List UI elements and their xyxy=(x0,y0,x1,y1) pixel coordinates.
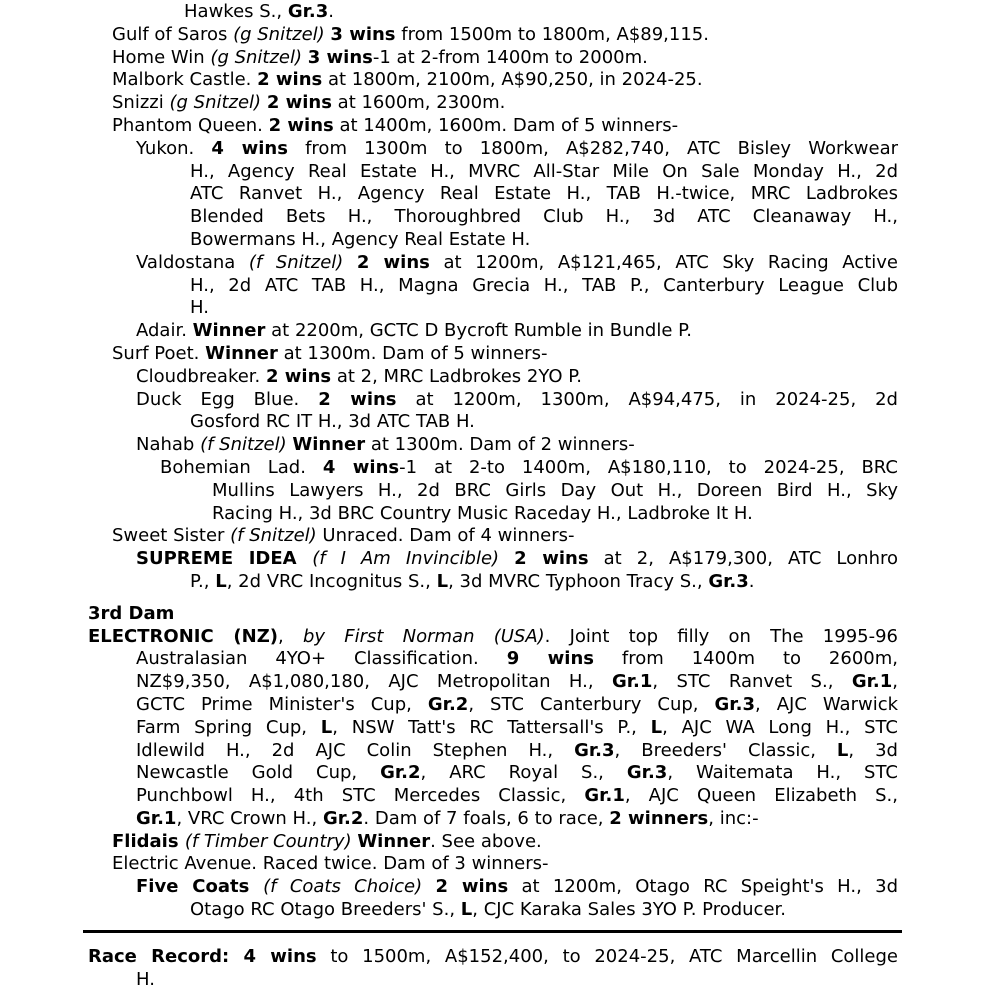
emphasis-text-run: (g Snitzel) xyxy=(210,46,308,68)
emphasis-text-run: L xyxy=(215,570,227,592)
emphasis-text-run: Gr.2 xyxy=(322,807,364,829)
text-run: . See above. xyxy=(430,830,542,852)
entry-home-win xyxy=(112,47,898,70)
text-run: P., xyxy=(190,570,216,592)
emphasis-text-run: 2 wins xyxy=(257,69,323,91)
entry-electronic-line-1 xyxy=(88,626,898,649)
entry-cloudbreaker xyxy=(136,366,898,389)
text-run: Adair. xyxy=(136,320,193,342)
text-run: Racing H., 3d BRC Country Music Raceday H., Ladbroke It H. xyxy=(212,502,753,524)
text-run: , AJC WA Long H., STC xyxy=(662,716,899,738)
emphasis-text-run: L xyxy=(650,716,663,738)
text-run: . Dam of 7 foals, 6 to race, xyxy=(363,807,610,829)
text-run: at 1300m. Dam of 2 winners- xyxy=(365,434,635,456)
entry-valdostana-line-2 xyxy=(190,275,898,298)
entry-duck-egg-blue-line-2 xyxy=(190,411,898,434)
emphasis-text-run: Gr.3 xyxy=(626,762,668,784)
text-run: Bohemian Lad. xyxy=(160,456,323,478)
heading-3rd-dam xyxy=(88,603,898,626)
text-run: , Breeders' Classic, xyxy=(614,739,837,761)
text-run: , CJC Karaka Sales 3YO P. Producer. xyxy=(472,899,786,921)
entry-bohemian-lad-line-3 xyxy=(212,503,898,526)
emphasis-text-run: 2 winners xyxy=(609,807,709,829)
text-run: , AJC Warwick xyxy=(754,693,899,715)
text-run: , STC Canterbury Cup, xyxy=(468,693,715,715)
emphasis-text-run: Winner xyxy=(357,830,431,852)
emphasis-text-run: L xyxy=(320,716,333,738)
text-run: H. xyxy=(190,297,209,319)
entry-electronic-line-3 xyxy=(136,671,898,694)
entry-five-coats-line-1 xyxy=(136,876,898,899)
section-divider-rule xyxy=(83,930,902,933)
emphasis-text-run: (f Snitzel) xyxy=(230,525,323,547)
text-run: , ARC Royal S., xyxy=(420,762,627,784)
entry-phantom-queen xyxy=(112,115,898,138)
emphasis-text-run: 4 wins xyxy=(322,456,400,478)
entry-snizzi xyxy=(112,92,898,115)
emphasis-text-run: Race Record: 4 wins xyxy=(88,945,317,967)
text-run: at 2200m, GCTC D Bycroft Rumble in Bundle P. xyxy=(265,320,692,342)
hawkes-continuation-line xyxy=(184,1,898,24)
emphasis-text-run: Gr.1 xyxy=(611,671,653,693)
text-run: Nahab xyxy=(136,434,201,456)
text-run: Cloudbreaker. xyxy=(136,365,266,387)
text-run: at 2, MRC Ladbrokes 2YO P. xyxy=(331,365,582,387)
entry-nahab xyxy=(136,434,898,457)
emphasis-text-run: 3rd Dam xyxy=(88,602,175,624)
emphasis-text-run: 2 wins xyxy=(318,388,397,410)
emphasis-text-run: 3 wins xyxy=(330,23,396,45)
text-run: Electric Avenue. Raced twice. Dam of 3 winners- xyxy=(112,853,549,875)
text-run: , AJC Queen Elizabeth S., xyxy=(624,785,898,807)
emphasis-text-run: Gr.1 xyxy=(851,671,893,693)
emphasis-text-run: 2 wins xyxy=(435,876,509,898)
text-run: , VRC Crown H., xyxy=(176,807,323,829)
emphasis-text-run: (g Snitzel) xyxy=(233,23,331,45)
emphasis-text-run: SUPREME IDEA xyxy=(136,548,313,570)
text-run: at 1200m, A$121,465, ATC Sky Racing Active xyxy=(429,251,898,273)
text-run: . xyxy=(748,570,755,592)
entry-electronic-line-4 xyxy=(136,694,898,717)
entry-duck-egg-blue-line-1 xyxy=(136,389,898,412)
text-run: at 2, A$179,300, ATC Lonhro xyxy=(588,548,898,570)
emphasis-text-run: (f Snitzel) xyxy=(200,434,293,456)
text-run: from 1400m to 2600m, xyxy=(594,648,898,670)
text-run: at 1200m, 1300m, A$94,475, in 2024-25, 2d xyxy=(396,388,898,410)
emphasis-text-run: Gr.3 xyxy=(287,1,329,22)
emphasis-text-run: Gr.3 xyxy=(574,739,615,761)
entry-valdostana-line-3 xyxy=(190,297,898,320)
text-run: Home Win xyxy=(112,46,211,68)
text-run: Idlewild H., 2d AJC Colin Stephen H., xyxy=(136,739,575,761)
emphasis-text-run: Gr.2 xyxy=(380,762,421,784)
text-run: , Waitemata H., STC xyxy=(667,762,898,784)
text-run: -1 at 2-to 1400m, A$180,110, to 2024-25, BRC xyxy=(399,456,898,478)
emphasis-text-run: (f Timber Country) xyxy=(184,830,358,852)
text-run: H. xyxy=(136,968,155,990)
text-run: ATC Ranvet H., Agency Real Estate H., TAB H.-twice, MRC Ladbrokes xyxy=(190,183,898,205)
text-run: , 3d MVRC Typhoon Tracy S., xyxy=(448,570,709,592)
entry-valdostana-line-1 xyxy=(136,252,898,275)
text-run: -1 at 2-from 1400m to 2000m. xyxy=(372,46,648,68)
text-run: Hawkes S., xyxy=(184,1,288,22)
emphasis-text-run: Winner xyxy=(292,434,366,456)
text-run: H., Agency Real Estate H., MVRC All-Star Mile On Sale Monday H., 2d xyxy=(190,160,898,182)
text-run: Valdostana xyxy=(136,251,249,273)
text-run: GCTC Prime Minister's Cup, xyxy=(136,693,428,715)
text-run: to 1500m, A$152,400, to 2024-25, ATC Marcellin College xyxy=(316,945,898,967)
text-run: H., 2d ATC TAB H., Magna Grecia H., TAB P., Canterbury League Club xyxy=(190,274,898,296)
entry-bohemian-lad-line-2 xyxy=(212,480,898,503)
text-run: Malbork Castle. xyxy=(112,69,258,91)
text-run: , 3d xyxy=(848,739,898,761)
text-run: Newcastle Gold Cup, xyxy=(136,762,381,784)
entry-electronic-line-8 xyxy=(136,785,898,808)
emphasis-text-run: 4 wins xyxy=(211,137,288,159)
emphasis-text-run: by First Norman (USA) xyxy=(302,625,545,647)
race-record-line-2 xyxy=(136,969,898,992)
entry-electronic-line-9 xyxy=(136,808,898,831)
emphasis-text-run: Five Coats xyxy=(136,876,264,898)
text-run: Snizzi xyxy=(112,92,170,114)
entry-gulf-of-saros xyxy=(112,24,898,47)
emphasis-text-run: L xyxy=(836,739,849,761)
emphasis-text-run: Gr.2 xyxy=(427,693,469,715)
text-run: at 1800m, 2100m, A$90,250, in 2024-25. xyxy=(322,69,703,91)
emphasis-text-run: L xyxy=(460,899,473,921)
emphasis-text-run: 2 wins xyxy=(266,92,332,114)
emphasis-text-run: Winner xyxy=(192,320,266,342)
emphasis-text-run: 2 wins xyxy=(356,251,430,273)
text-run: Gulf of Saros xyxy=(112,23,234,45)
entry-surf-poet xyxy=(112,343,898,366)
text-run: NZ$9,350, A$1,080,180, AJC Metropolitan H., xyxy=(136,671,612,693)
emphasis-text-run: 2 wins xyxy=(514,548,589,570)
emphasis-text-run: 2 wins xyxy=(266,365,332,387)
entry-yukon-line-5 xyxy=(190,229,898,252)
text-run: Surf Poet. xyxy=(112,342,206,364)
entry-supreme-idea-line-2 xyxy=(190,571,898,594)
text-run: at 1300m. Dam of 5 winners- xyxy=(277,342,548,364)
text-run: from 1500m to 1800m, A$89,115. xyxy=(395,23,709,45)
text-run: , STC Ranvet S., xyxy=(652,671,852,693)
emphasis-text-run: (f Snitzel) xyxy=(248,251,357,273)
emphasis-text-run: Gr.3 xyxy=(708,570,749,592)
text-run: , inc:- xyxy=(708,807,759,829)
entry-malbork-castle xyxy=(112,69,898,92)
text-run: Sweet Sister xyxy=(112,525,231,547)
entry-yukon-line-4 xyxy=(190,206,898,229)
text-run: . Joint top filly on The 1995-96 xyxy=(544,625,898,647)
emphasis-text-run: Gr.3 xyxy=(714,693,755,715)
text-run: Otago RC Otago Breeders' S., xyxy=(190,899,461,921)
emphasis-text-run: (f I Am Invincible) xyxy=(312,548,515,570)
text-run: . xyxy=(328,1,335,22)
text-run: Punchbowl H., 4th STC Mercedes Classic, xyxy=(136,785,585,807)
race-record-line-1 xyxy=(88,946,898,969)
emphasis-text-run: Gr.1 xyxy=(136,807,177,829)
emphasis-text-run: 3 wins xyxy=(307,46,373,68)
text-run: , NSW Tatt's RC Tattersall's P., xyxy=(332,716,651,738)
emphasis-text-run: ELECTRONIC (NZ) xyxy=(88,625,279,647)
text-run: Blended Bets H., Thoroughbred Club H., 3d ATC Cleanaway H., xyxy=(190,206,898,228)
text-run: Yukon. xyxy=(136,137,212,159)
text-run: Phantom Queen. xyxy=(112,114,269,136)
text-run: Duck Egg Blue. xyxy=(136,388,319,410)
emphasis-text-run: Flidais xyxy=(112,830,185,852)
text-run: Unraced. Dam of 4 winners- xyxy=(322,525,575,547)
emphasis-text-run: (f Coats Choice) xyxy=(263,876,436,898)
entry-adair xyxy=(136,320,898,343)
entry-electric-avenue xyxy=(112,853,898,876)
emphasis-text-run: 9 wins xyxy=(506,648,594,670)
text-run: Mullins Lawyers H., 2d BRC Girls Day Out H., Doreen Bird H., Sky xyxy=(212,479,898,501)
entry-five-coats-line-2 xyxy=(190,899,898,922)
text-run: Farm Spring Cup, xyxy=(136,716,321,738)
emphasis-text-run: Gr.1 xyxy=(584,785,625,807)
text-run: Bowermans H., Agency Real Estate H. xyxy=(190,228,531,250)
emphasis-text-run: Winner xyxy=(205,342,278,364)
text-run: , 2d VRC Incognitus S., xyxy=(226,570,437,592)
emphasis-text-run: 2 wins xyxy=(268,114,334,136)
entry-electronic-line-5 xyxy=(136,717,898,740)
entry-supreme-idea-line-1 xyxy=(136,548,898,571)
text-run: at 1400m, 1600m. Dam of 5 winners- xyxy=(333,114,679,136)
text-run: at 1200m, Otago RC Speight's H., 3d xyxy=(508,876,899,898)
text-run: , xyxy=(892,671,898,693)
entry-electronic-line-2 xyxy=(136,648,898,671)
entry-sweet-sister xyxy=(112,525,898,548)
entry-flidais xyxy=(112,831,898,854)
pedigree-text-block xyxy=(88,1,898,991)
emphasis-text-run: L xyxy=(436,570,449,592)
entry-bohemian-lad-line-1 xyxy=(160,457,898,480)
text-run: Australasian 4YO+ Classification. xyxy=(136,648,507,670)
entry-yukon-line-1 xyxy=(136,138,898,161)
entry-yukon-line-2 xyxy=(190,161,898,184)
entry-electronic-line-6 xyxy=(136,740,898,763)
text-run: at 1600m, 2300m. xyxy=(331,92,506,114)
entry-electronic-line-7 xyxy=(136,762,898,785)
entry-yukon-line-3 xyxy=(190,183,898,206)
text-run: , xyxy=(278,625,303,647)
emphasis-text-run: (g Snitzel) xyxy=(169,92,267,114)
text-run: from 1300m to 1800m, A$282,740, ATC Bisley Workwear xyxy=(287,137,899,159)
text-run: Gosford RC IT H., 3d ATC TAB H. xyxy=(190,411,475,433)
